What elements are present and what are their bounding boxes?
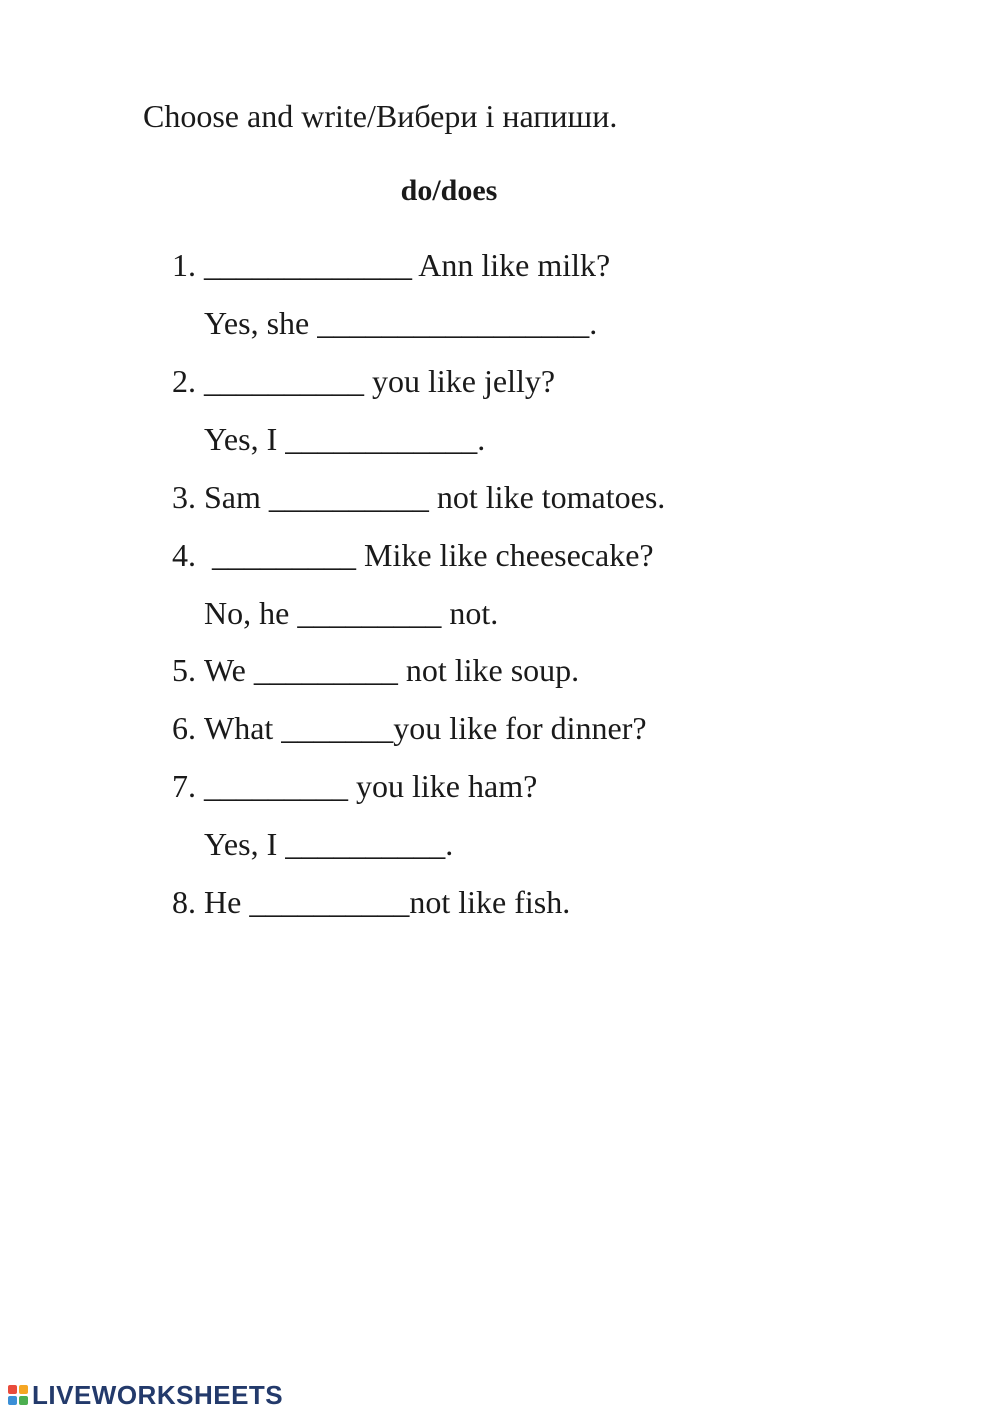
item-answer: Yes, she _________________. [204,305,598,341]
item-question: Sam __________ not like tomatoes. [204,479,666,515]
worksheet-title: do/does [400,174,498,207]
item-question: We _________ not like soup. [204,652,580,688]
item-number: 7. [172,768,196,804]
item-answer: Yes, I ____________. [204,421,486,457]
logo-square [8,1396,17,1405]
item-number: 1. [172,247,196,283]
item-question: _________ Mike like cheesecake? [204,537,654,573]
item-question: What _______you like for dinner? [204,710,647,746]
brand-name: LIVEWORKSHEETS [32,1379,284,1410]
item-number: 4. [172,537,196,573]
logo-square [19,1385,28,1394]
footer-logo[interactable] [8,1380,283,1410]
item-question: __________ you like jelly? [204,363,556,399]
item-question: _____________ Ann like milk? [204,247,611,283]
logo-square [8,1385,17,1394]
item-number: 2. [172,363,196,399]
item-number: 3. [172,479,196,515]
liveworksheets-logo-icon [8,1385,28,1405]
item-answer: Yes, I __________. [204,826,454,862]
item-question: He __________not like fish. [204,884,571,920]
logo-square [19,1396,28,1405]
item-question: _________ you like ham? [204,768,538,804]
item-answer: No, he _________ not. [204,595,499,631]
instruction: Choose and write/Вибери і напиши. [143,98,618,134]
item-number: 8. [172,884,196,920]
item-number: 5. [172,652,196,688]
item-number: 6. [172,710,196,746]
